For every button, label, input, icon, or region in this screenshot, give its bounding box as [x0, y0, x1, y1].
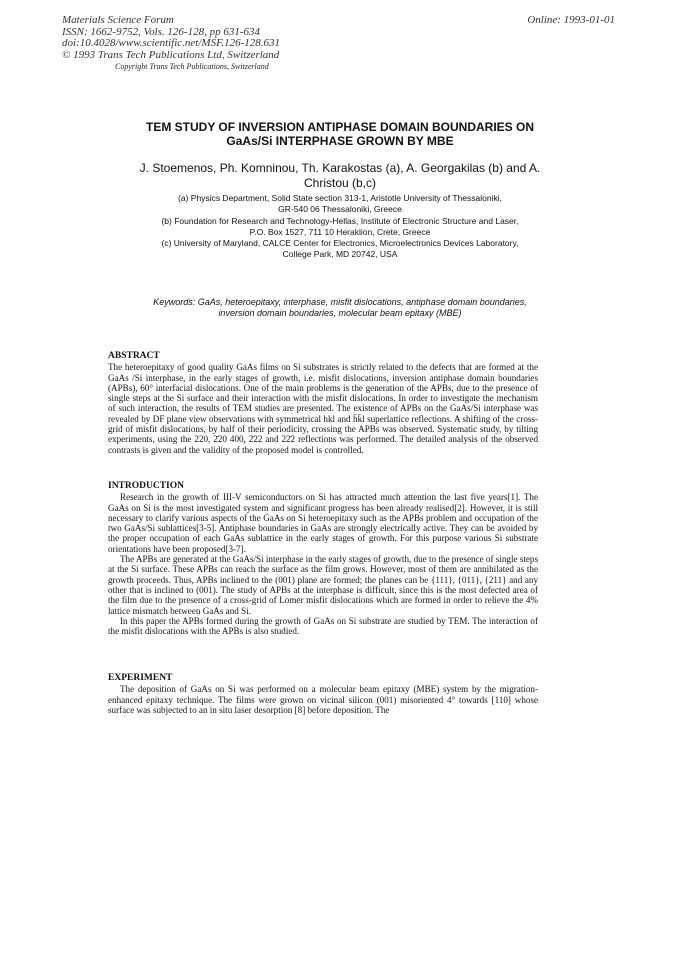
paragraph: The deposition of GaAs on Si was performed on a molecular beam epitaxy (MBE) system by the migration-enhanced epitaxy technique. The films were grown on vicinal silicon (001) misoriented 4° towards [110] whose surface was subjected to an in situ laser desorption [8] before deposition. The — [108, 684, 538, 715]
doi-link[interactable]: doi:10.4028/www.scientific.net/MSF.126-128.631 — [62, 37, 281, 49]
affiliation-line: P.O. Box 1527, 711 10 Heraklion, Crete, Greece — [249, 226, 431, 237]
affiliations — [110, 193, 570, 261]
abstract-text: The heteroepitaxy of good quality GaAs films on Si substrates is strictly related to the defects that are formed at the GaAs /Si interphase, in the early stages of growth, i.e. misfit dislocations, inversion antiphase domain boundaries (APBs), 60° interfacial dislocations. One of the main problems is the generation of the APBs, due to the presence of single steps at the Si surface and their interaction with the misfit dislocations. In order to investigate the mechanism of such interaction, the results of TEM studies are presented. The existence of APBs on the GaAs/Si interphase was revealed by DF plane view observations with symmetrical hkl and h̄k̄l superlattice reflections. A shifting of the cross-grid of misfit dislocations, by half of their periodicity, crossing the APBs was observed. Systematic study, by tilting experiments, using the 220, 2̄20 400, 2̄22 and 22̄2 reflections was performed. The detailed analysis of the observed contrasts is given and the validity of the proposed model is controlled. — [108, 362, 538, 455]
section-heading: EXPERIMENT — [108, 673, 173, 683]
paper-title — [95, 120, 585, 148]
paragraph: In this paper the APBs formed during the growth of GaAs on Si substrate are studied by TEM. The interaction of the misfit dislocations with the APBs is also studied. — [108, 615, 538, 637]
paragraph: The APBs are generated at the GaAs/Si interphase in the early stages of growth, due to the presence of single steps at the Si surface. These APBs can reach the surface as the film grows. However, most of them are annihilated as the growth proceeds. Thus, APBs inclined to the (001) plane are formed; the planes can be {111}, {011}, {211} and any other that is inclined to (001). The study of APBs at the interphase is difficult, since this is the most defected area of the film due to the presence of a cross-grid of Lomer misfit dislocations which are formed in order to relieve the 4% lattice mismatch between GaAs and Si. — [108, 554, 538, 616]
keywords-line: Keywords: GaAs, heteroepitaxy, interphase, misfit dislocations, antiphase domain boundaries, — [153, 297, 527, 307]
experiment-section — [108, 673, 538, 715]
journal-name: Materials Science Forum — [62, 14, 174, 26]
affiliation-line: (c) University of Maryland, CALCE Center for Electronics, Microelectronics Devices Laboratory, — [161, 238, 519, 249]
section-heading: INTRODUCTION — [108, 481, 185, 491]
title-line: GaAs/Si INTERPHASE GROWN BY MBE — [226, 134, 454, 148]
copyright-line: © 1993 Trans Tech Publications Ltd, Switzerland — [62, 48, 280, 61]
affiliation-line: (a) Physics Department, Solid State section 313-1, Aristotle University of Thessaloniki, — [178, 193, 502, 203]
section-heading: ABSTRACT — [108, 351, 160, 361]
author-list — [98, 161, 582, 191]
keywords — [110, 297, 570, 319]
authors-line: Christou (b,c) — [303, 176, 377, 190]
affiliation-line: College Park, MD 20742, USA — [282, 249, 398, 260]
affiliation-line: (b) Foundation for Research and Technology-Hellas, Institute of Electronic Structure and Laser, — [161, 215, 519, 226]
abstract-section — [108, 351, 538, 455]
publisher-copyright: Copyright Trans Tech Publications, Switzerland — [115, 62, 269, 71]
paragraph: Research in the growth of III-V semiconductors on Si has attracted much attention the last five years[1]. The GaAs on Si is the most investigated system and significant progress has been already realised[2]. However, it is still necessary to clarify various aspects of the GaAs on Si heteroepitaxy such as the APBs problem and occupation of the two GaAs/Si sublattices[3-5]. Antiphase boundaries in GaAs are strongly electrically active. They can be avoided by the proper occupation of each GaAs sublattice in the early stages of growth. For this purpose various Si substrate orientations have been proposed[3-7]. — [108, 492, 538, 554]
online-date: Online: 1993-01-01 — [527, 14, 615, 26]
keywords-line: inversion domain boundaries, molecular beam epitaxy (MBE) — [218, 308, 462, 318]
title-line: TEM STUDY OF INVERSION ANTIPHASE DOMAIN BOUNDARIES ON — [145, 120, 535, 134]
journal-header — [62, 15, 382, 73]
issn-line: ISSN: 1662-9752, Vols. 126-128, pp 631-634 — [62, 25, 260, 38]
authors-line: J. Stoemenos, Ph. Komninou, Th. Karakostas (a), A. Georgakilas (b) and A. — [139, 161, 541, 175]
introduction-section — [108, 481, 538, 636]
affiliation-line: GR-540 06 Thessaloniki, Greece — [278, 204, 402, 215]
